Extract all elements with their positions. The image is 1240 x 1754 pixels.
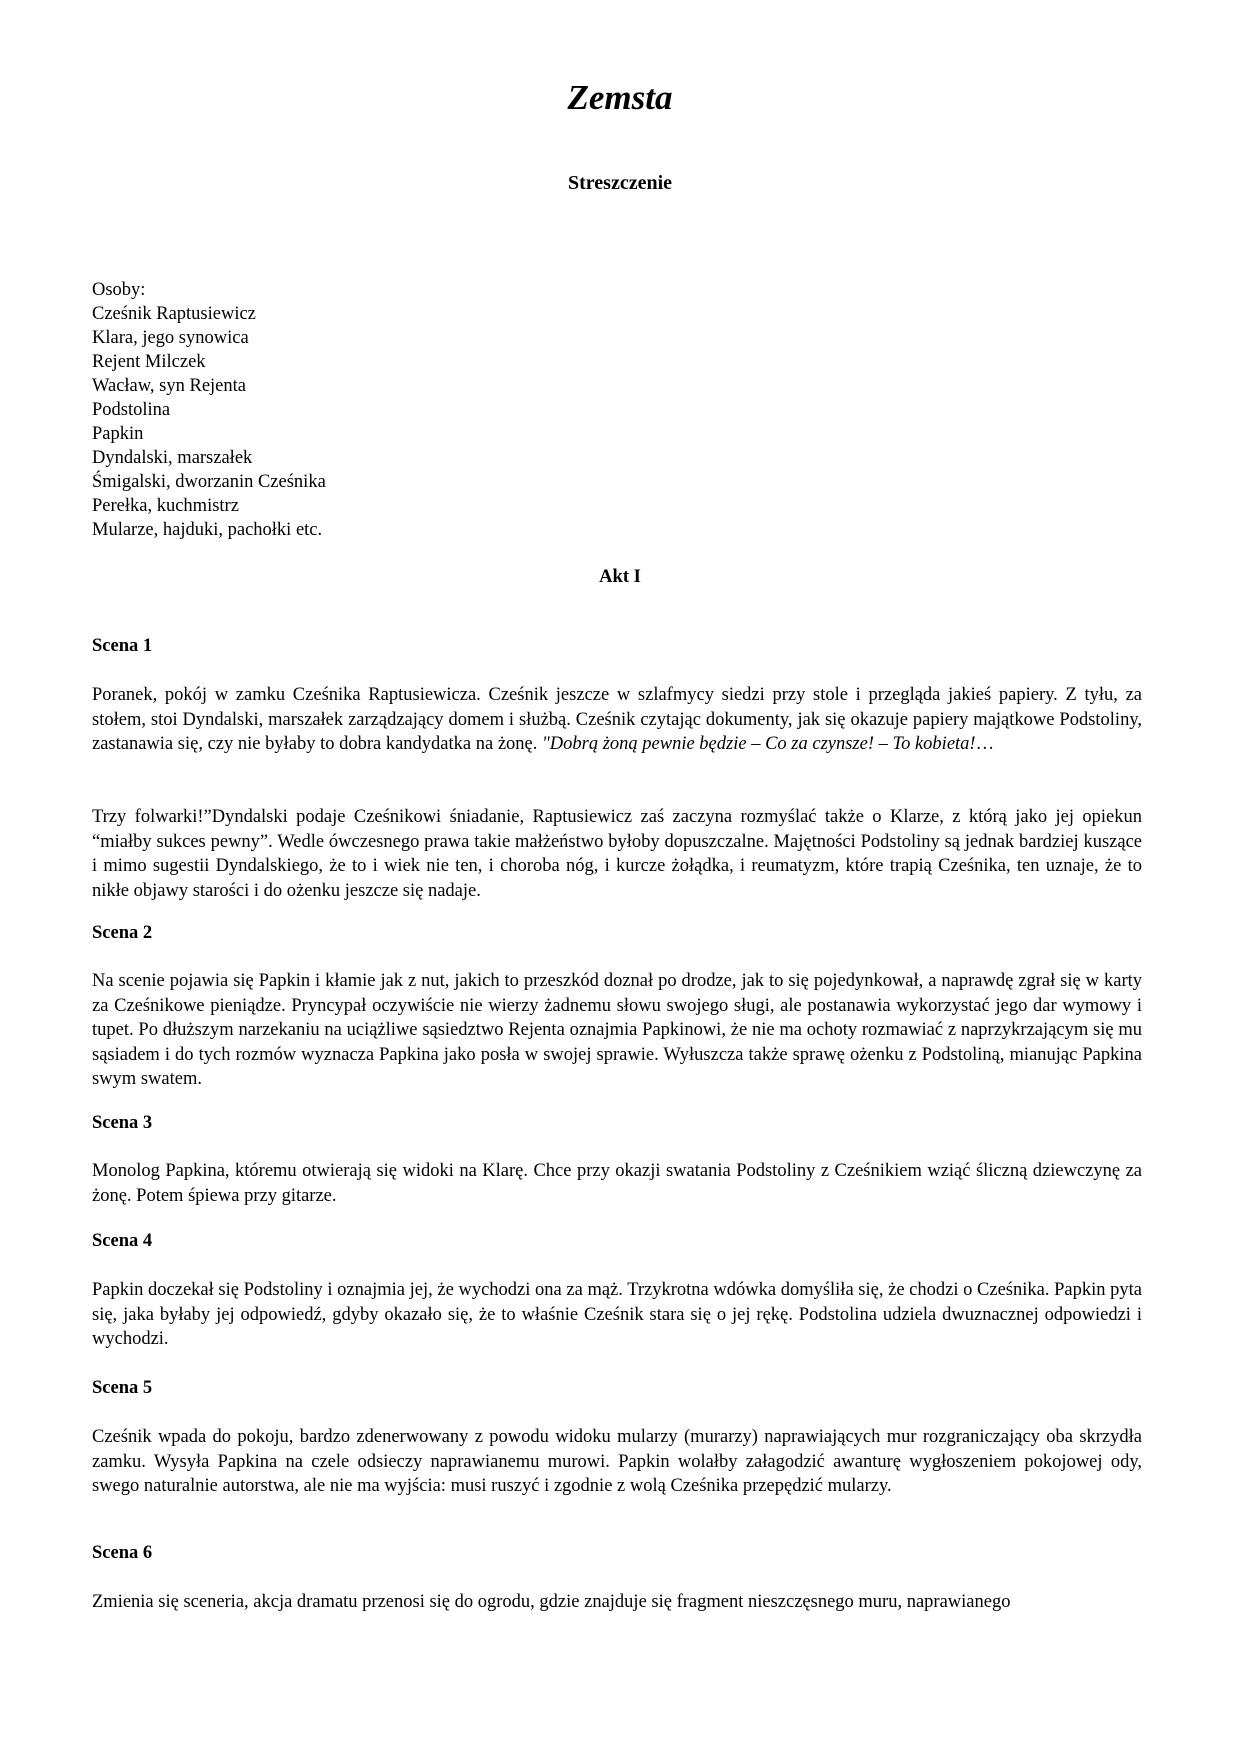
scene-heading: Scena 1	[92, 636, 153, 656]
scene-heading: Scena 5	[92, 1378, 153, 1398]
document-title: Zemsta	[567, 78, 673, 117]
person-item: Podstolina	[92, 400, 171, 420]
scene-heading: Scena 4	[92, 1231, 153, 1251]
person-item: Papkin	[92, 424, 144, 444]
scene-4-paragraph	[92, 1278, 1142, 1352]
person-item: Mularze, hajduki, pachołki etc.	[92, 520, 323, 540]
scene-1-paragraph-1	[92, 683, 1142, 757]
ellipsis: …	[975, 734, 995, 754]
person-item: Rejent Milczek	[92, 352, 206, 372]
scene-heading: Scena 2	[92, 923, 153, 943]
document-subtitle: Streszczenie	[567, 172, 673, 194]
scene-text: Zmienia się sceneria, akcja dramatu przenosi się do ogrodu, gdzie znajduje się fragment nieszczęsnego muru, naprawianego	[92, 1592, 1011, 1612]
scene-2-paragraph	[92, 969, 1142, 1092]
person-item: Dyndalski, marszałek	[92, 448, 253, 468]
scene-text: Papkin doczekał się Podstoliny i oznajmia jej, że wychodzi ona za mąż. Trzykrotna wdówka domyśliła się, że chodzi o Cześnika. Papkin pyta się, jaka byłaby jej odpowiedź, gdyby okazało się, że to właśnie Cześnik stara się o jej rękę. Podstolina udziela dwuznacznej odpowiedzi i wychodzi.	[92, 1280, 1142, 1349]
scene-3-paragraph	[92, 1159, 1142, 1208]
scene-heading: Scena 3	[92, 1113, 153, 1133]
person-item: Perełka, kuchmistrz	[92, 496, 239, 516]
scene-1-paragraph-2	[92, 805, 1142, 903]
scene-heading: Scena 6	[92, 1543, 153, 1563]
person-item: Śmigalski, dworzanin Cześnika	[92, 472, 326, 492]
persons-label: Osoby:	[92, 280, 146, 300]
scene-text: Na scenie pojawia się Papkin i kłamie jak z nut, jakich to przeszkód doznał po drodze, jak to się pojedynkował, a naprawdę zgrał się w karty za Cześnikowe pieniądze. Pryncypał oczywiście nie wierzy żadnemu słowu swojego sługi, ale postanawia wykorzystać jego dar wymowy i tupet. Po dłuższym narzekaniu na uciążliwe sąsiedztwo Rejenta oznajmia Papkinowi, że nie ma ochoty rozmawiać z naprzykrzającym się mu sąsiadem i do tych rozmów wyznacza Papkina jako posła w swojej sprawie. Wyłuszcza także sprawę ożenku z Podstoliną, mianując Papkina swym swatem.	[92, 971, 1142, 1089]
scene-text: Cześnik wpada do pokoju, bardzo zdenerwowany z powodu widoku mularzy (murarzy) naprawiających mur rozgraniczający oba skrzydła zamku. Wysyła Papkina na czele odsieczy naprawianemu murowi. Papkin wolałby załagodzić awanturę wygłoszeniem pokojowej ody, swego naturalnie autorstwa, ale nie ma wyjścia: musi ruszyć i zgodnie z wolą Cześnika przepędzić mularzy.	[92, 1427, 1142, 1496]
scene-5-paragraph	[92, 1425, 1142, 1499]
person-item: Wacław, syn Rejenta	[92, 376, 246, 396]
persons-list	[92, 278, 326, 542]
quote-text: "Dobrą żoną pewnie będzie – Co za czynsze! – To kobieta!	[542, 734, 976, 754]
scene-6-paragraph	[92, 1590, 1142, 1615]
act-heading: Akt I	[599, 567, 641, 587]
scene-text: Trzy folwarki!”Dyndalski podaje Cześnikowi śniadanie, Raptusiewicz zaś zaczyna rozmyślać także o Klarze, z którą jako jej opiekun “miałby sukces pewny”. Wedle ówczesnego prawa takie małżeństwo byłoby dopuszczalne. Majętności Podstoliny są jednak bardziej kuszące i mimo sugestii Dyndalskiego, że to i wiek nie ten, i choroba nóg, i kurcze żołądka, i reumatyzm, które trapią Cześnika, ten uznaje, że to nikłe objawy starości i do ożenku jeszcze się nadaje.	[92, 807, 1142, 901]
scene-text: Monolog Papkina, któremu otwierają się widoki na Klarę. Chce przy okazji swatania Podstoliny z Cześnikiem wziąć śliczną dziewczynę za żonę. Potem śpiewa przy gitarze.	[92, 1161, 1142, 1206]
person-item: Klara, jego synowica	[92, 328, 249, 348]
scene-text: Poranek, pokój w zamku Cześnika Raptusiewicza. Cześnik jeszcze w szlafmycy siedzi przy stole i przegląda jakieś papiery. Z tyłu, za stołem, stoi Dyndalski, marszałek zarządzający domem i służbą. Cześnik czytając dokumenty, jak się okazuje papiery majątkowe Podstoliny, zastanawia się, czy nie byłaby to dobra kandydatka na żonę.	[92, 685, 1142, 754]
person-item: Cześnik Raptusiewicz	[92, 304, 256, 324]
